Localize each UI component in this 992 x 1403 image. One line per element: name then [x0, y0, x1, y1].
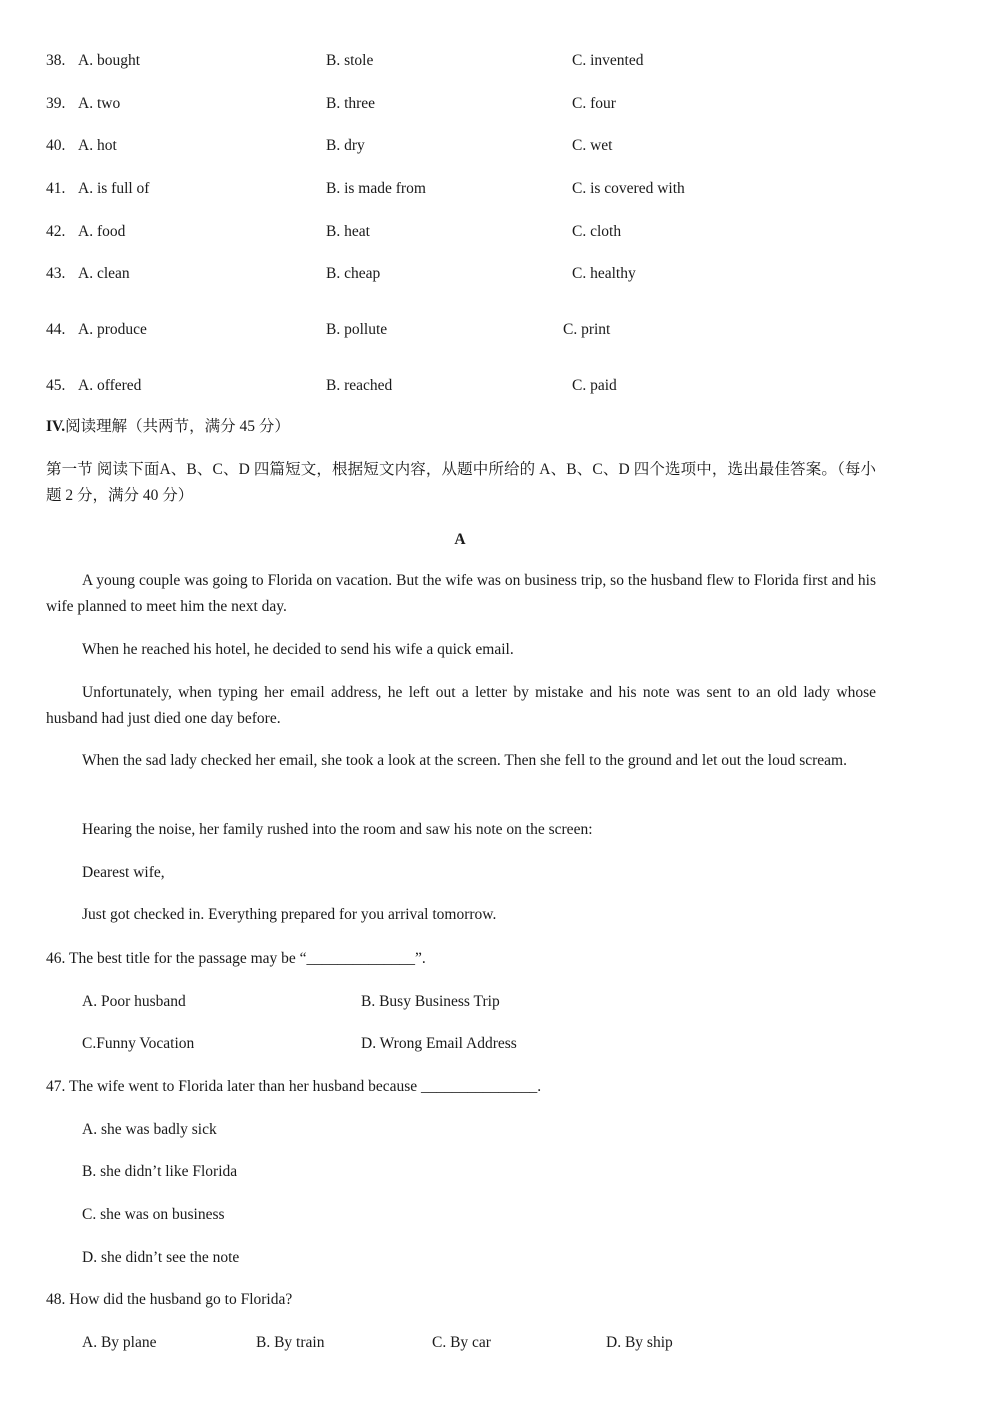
passage-paragraph-5: Hearing the noise, her family rushed into the room and saw his note on the screen: [82, 821, 593, 838]
option-c: C. wet [572, 137, 613, 154]
option-b: B. is made from [326, 180, 426, 197]
option-a: A. she was badly sick [82, 1121, 217, 1138]
question-number: 44. [46, 321, 66, 338]
option-a: A. hot [78, 137, 117, 154]
passage-paragraph-1: A young couple was going to Florida on vacation. But the wife was on business trip, so the husband flew to Florida first and his wife planned to meet him the next day. [46, 572, 876, 615]
question-number: 40. [46, 137, 66, 154]
option-c: C. cloth [572, 223, 622, 240]
option-b: B. three [326, 95, 376, 112]
option-d: D. By ship [606, 1334, 673, 1351]
option-d: D. she didn’t see the note [82, 1249, 240, 1266]
option-b: B. stole [326, 52, 374, 69]
section-roman-numeral: IV. [46, 418, 66, 435]
question-number: 41. [46, 180, 66, 197]
option-c: C. invented [572, 52, 644, 69]
option-c: C. paid [572, 377, 617, 394]
option-a: A. food [78, 223, 126, 240]
option-b: B. dry [326, 137, 365, 154]
passage-paragraph-2: When he reached his hotel, he decided to send his wife a quick email. [82, 641, 514, 658]
option-c: C. is covered with [572, 180, 685, 197]
option-c: C. she was on business [82, 1206, 225, 1223]
option-a: A. is full of [78, 180, 150, 197]
question-number: 42. [46, 223, 66, 240]
option-c: C. print [563, 321, 611, 338]
passage-note-body: Just got checked in. Everything prepared for you arrival tomorrow. [82, 906, 497, 923]
option-b: B. pollute [326, 321, 388, 338]
question-number: 39. [46, 95, 66, 112]
question-number: 38. [46, 52, 66, 69]
section-title: 阅读理解（共两节，满分 45 分） [65, 418, 290, 435]
option-b: B. cheap [326, 265, 381, 282]
option-a: A. clean [78, 265, 130, 282]
option-c: C.Funny Vocation [82, 1035, 195, 1052]
option-a: A. offered [78, 377, 142, 394]
option-a: A. two [78, 95, 121, 112]
question-number: 45. [46, 377, 66, 394]
option-b: B. By train [256, 1334, 325, 1351]
section-instruction: 第一节 阅读下面A、B、C、D 四篇短文，根据短文内容，从题中所给的 A、B、C、D 四个选项中，选出最佳答案。（每小题 2 分，满分 40 分） [46, 461, 876, 504]
passage-paragraph-3: Unfortunately, when typing her email address, he left out a letter by mistake and his note was sent to an old lady whose husband had just died one day before. [46, 684, 876, 727]
question-stem: 48. How did the husband go to Florida? [46, 1291, 293, 1308]
option-a: A. By plane [82, 1334, 157, 1351]
passage-note-salutation: Dearest wife, [82, 864, 165, 881]
option-d: D. Wrong Email Address [361, 1035, 517, 1052]
option-c: C. By car [432, 1334, 491, 1351]
question-number: 43. [46, 265, 66, 282]
question-stem: 46. The best title for the passage may be “______________”. [46, 950, 426, 967]
option-b: B. reached [326, 377, 393, 394]
option-c: C. healthy [572, 265, 636, 282]
question-stem: 47. The wife went to Florida later than her husband because _______________. [46, 1078, 542, 1095]
section-heading [46, 417, 290, 437]
option-b: B. Busy Business Trip [361, 993, 500, 1010]
option-a: A. Poor husband [82, 993, 186, 1010]
option-a: A. produce [78, 321, 147, 338]
option-a: A. bought [78, 52, 140, 69]
option-c: C. four [572, 95, 616, 112]
option-b: B. she didn’t like Florida [82, 1163, 238, 1180]
passage-paragraph-4: When the sad lady checked her email, she took a look at the screen. Then she fell to the ground and let out the loud scream. [82, 752, 847, 769]
option-b: B. heat [326, 223, 370, 240]
passage-label: A [454, 531, 466, 548]
